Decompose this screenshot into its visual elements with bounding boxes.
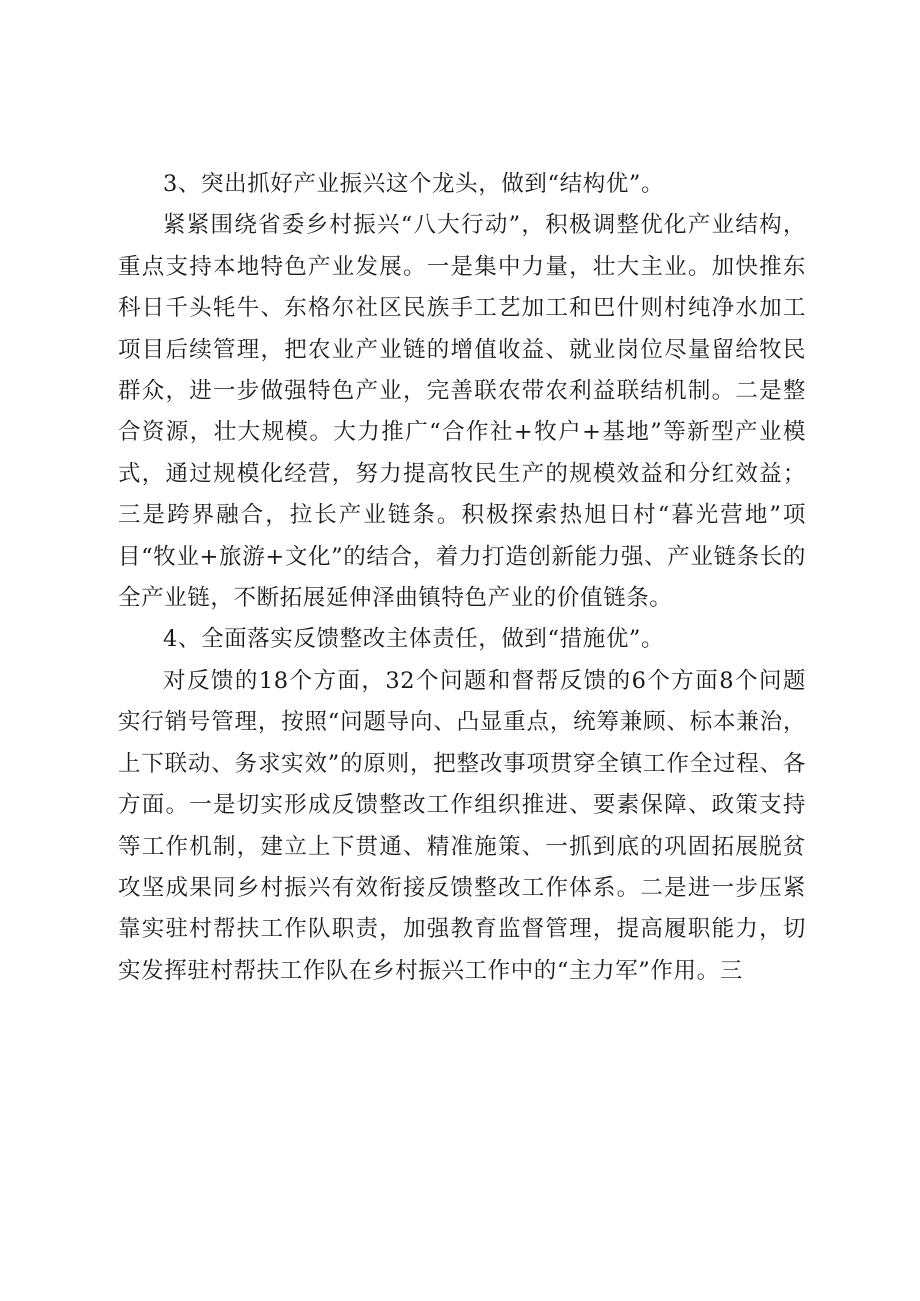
- section-paragraph-4: 对反馈的18个方面，32个问题和督帮反馈的6个方面8个问题实行销号管理，按照“问题导向、凸显重点，统筹兼顾、标本兼治，上下联动、务求实效”的原则，把整改事项贯穿全镇工作全过程、各方面。一是切实形成反馈整改工作组织推进、要素保障、政策支持等工作机制，建立上下贯通、精准施策、一抓到底的巩固拓展脱贫攻坚成果同乡村振兴有效衔接反馈整改工作体系。二是进一步压紧靠实驻村帮扶工作队职责，加强教育监督管理，提高履职能力，切实发挥驻村帮扶工作队在乡村振兴工作中的“主力军”作用。三: [118, 667, 806, 984]
- document-body: [118, 164, 806, 992]
- section-heading-3: 3、突出抓好产业振兴这个龙头，做到“结构优”。: [163, 171, 665, 197]
- section-heading-4: 4、全面落实反馈整改主体责任，做到“措施优”。: [163, 626, 665, 653]
- section-paragraph-3: 紧紧围绕省委乡村振兴“八大行动”，积极调整优化产业结构，重点支持本地特色产业发展。一是集中力量，壮大主业。加快推东科日千头牦牛、东格尔社区民族手工艺加工和巴什则村纯净水加工项目后续管理，把农业产业链的增值收益、就业岗位尽量留给牧民群众，进一步做强特色产业，完善联农带农利益联结机制。二是整合资源，壮大规模。大力推广“合作社+牧户+基地”等新型产业模式，通过规模化经营，努力提高牧民生产的规模效益和分红效益；三是跨界融合，拉长产业链条。积极探索热旭日村“暮光营地”项目“牧业+旅游+文化”的结合，着力打造创新能力强、产业链条长的全产业链，不断拓展延伸泽曲镇特色产业的价值链条。: [118, 212, 806, 612]
